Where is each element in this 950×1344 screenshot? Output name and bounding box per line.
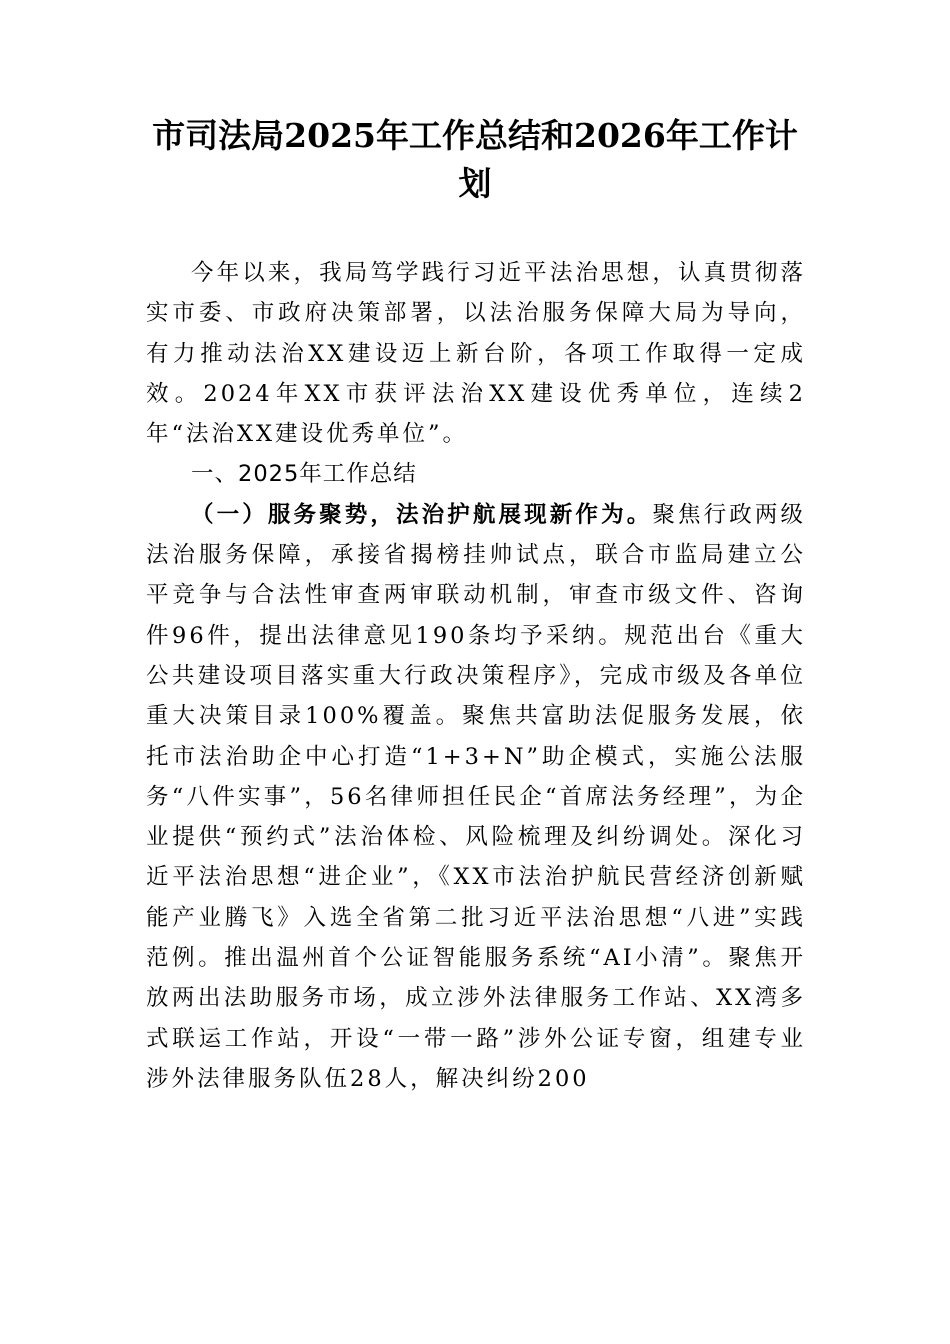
intro-paragraph: 今年以来，我局笃学践行习近平法治思想，认真贯彻落实市委、市政府决策部署，以法治服务保障大局为导向，有力推动法治XX建设迈上新台阶，各项工作取得一定成效。2024年XX市获评法治XX建设优秀单位，连续2年“法治XX建设优秀单位”。 <box>146 260 806 448</box>
section-heading-work-summary: 一、2025年工作总结 <box>191 461 417 488</box>
document-title: 市司法局2025年工作总结和2026年工作计划 <box>152 116 798 203</box>
subsection-body-service: 聚焦行政两级法治服务保障，承接省揭榜挂帅试点，联合市监局建立公平竞争与合法性审查两审联动机制，审查市级文件、咨询件96件，提出法律意见190条均予采纳。规范出台《重大公共建设项目落实重大行政决策程序》，完成市级及各单位重大决策目录100%覆盖。聚焦共富助法促服务发展，依托市法治助企中心打造“1+3+N”助企模式，实施公法服务“八件实事”，56名律师担任民企“首席法务经理”，为企业提供“预约式”法治体检、风险梳理及纠纷调处。深化习近平法治思想“进企业”，《XX市法治护航民营经济创新赋能产业腾飞》入选全省第二批习近平法治思想“八进”实践范例。推出温州首个公证智能服务系统“AI小清”。聚焦开放两出法助服务市场，成立涉外法律服务工作站、XX湾多式联运工作站，开设“一带一路”涉外公证专窗，组建专业涉外法律服务队伍28人，解决纠纷200 <box>146 501 806 1092</box>
subsection-heading-service: （一）服务聚势，法治护航展现新作为。 <box>191 501 653 528</box>
subsection-paragraph-service <box>146 495 806 1099</box>
document-body <box>146 253 806 1099</box>
